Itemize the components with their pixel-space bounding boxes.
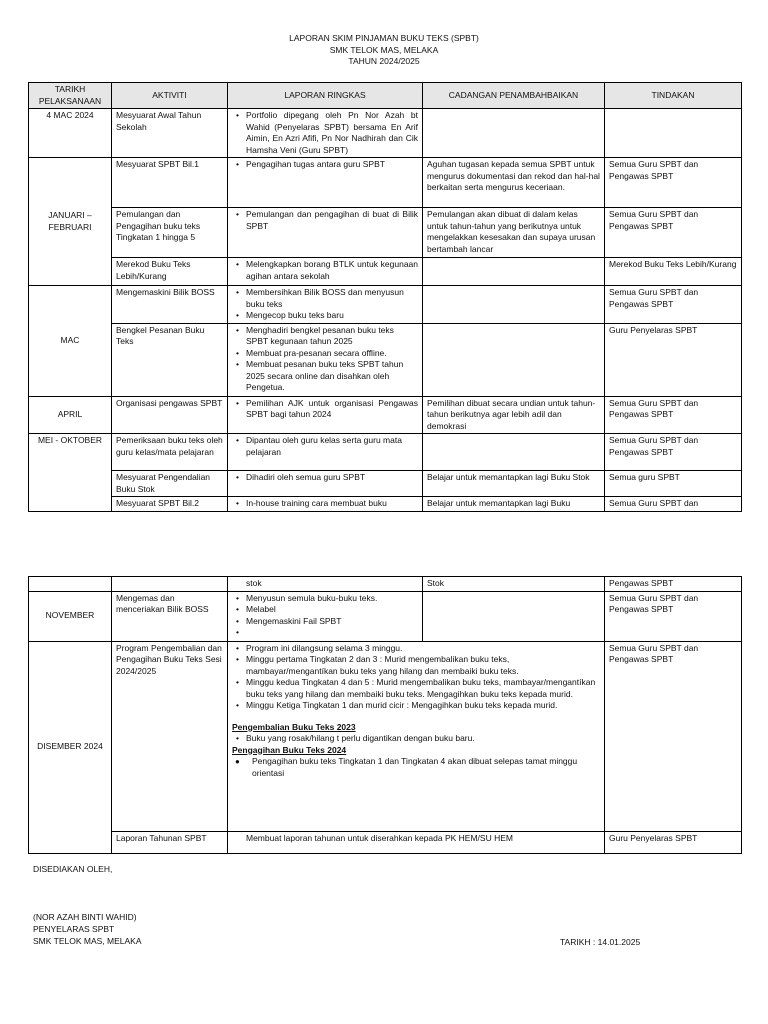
table-row [29, 208, 742, 258]
list-item: • Buku yang rosak/hilang t perlu digantikan dengan buku baru. [246, 733, 600, 745]
cell-cadangan: Aguhan tugasan kepada semua SPBT untuk mengurus dokumentasi dan rekod dan hal-hal berkaitan serta mengurus keceriaan. [423, 158, 605, 208]
cell-tindakan: Semua Guru SPBT dan [605, 497, 742, 512]
document-title [0, 33, 768, 68]
prepared-by-label: DISEDIAKAN OLEH, [33, 864, 113, 874]
list-item [246, 627, 418, 638]
cell-laporan [228, 831, 605, 853]
title-line-3: TAHUN 2024/2025 [348, 56, 420, 66]
list-item: • Dipantau oleh guru kelas serta guru mata pelajaran [246, 435, 418, 458]
cell-tarikh: MEI - OKTOBER [29, 434, 112, 512]
cell-tindakan: Semua Guru SPBT dan Pengawas SPBT [605, 641, 742, 831]
cell-tarikh: 4 MAC 2024 [29, 109, 112, 158]
list-item: • Membersihkan Bilik BOSS dan menyusun buku teks [246, 287, 418, 310]
header-aktiviti: AKTIVITI [112, 83, 228, 109]
cell-laporan [228, 641, 605, 831]
table-header-row [29, 83, 742, 109]
subheading-pengembalian: Pengembalian Buku Teks 2023 [232, 721, 356, 732]
list-item: • Menyusun semula buku-buku teks. [246, 593, 418, 605]
list-item: • Dihadiri oleh semua guru SPBT [246, 472, 418, 484]
cell-tindakan: Guru Penyelaras SPBT [605, 323, 742, 396]
title-line-2: SMK TELOK MAS, MELAKA [329, 44, 439, 55]
table-row [29, 831, 742, 853]
report-table-page-2 [28, 576, 742, 854]
table-row [29, 286, 742, 324]
header-tindakan: TINDAKAN [605, 83, 742, 109]
cell-text: Membuat laporan tahunan untuk diserahkan kepada PK HEM/SU HEM [246, 832, 513, 843]
cell-aktiviti: Laporan Tahunan SPBT [112, 831, 228, 853]
cell-laporan [228, 286, 423, 324]
title-line-1: LAPORAN SKIM PINJAMAN BUKU TEKS (SPBT) [289, 33, 479, 43]
list-item: • Pemilihan AJK untuk organisasi Pengawas SPBT bagi tahun 2024 [246, 398, 418, 421]
cell-laporan [228, 497, 423, 512]
cell-aktiviti: Mesyuarat SPBT Bil.1 [112, 158, 228, 208]
cell-laporan [228, 434, 423, 471]
cell-aktiviti: Mesyuarat Pengendalian Buku Stok [112, 471, 228, 497]
list-item: • Membuat pra-pesanan secara offline. [246, 348, 418, 360]
cell-tindakan: Guru Penyelaras SPBT [605, 831, 742, 853]
list-item: • Melabel [246, 604, 418, 616]
list-item: • Minggu pertama Tingkatan 2 dan 3 : Murid mengembalikan buku teks, mambayar/mengantíkan buku teks yang hilang dan membaiki buku teks. [246, 654, 600, 677]
cell-cadangan [423, 258, 605, 286]
list-item: • Menghadiri bengkel pesanan buku teks SPBT kegunaan tahun 2025 [246, 325, 418, 348]
cell-aktiviti: Organisasi pengawas SPBT [112, 396, 228, 434]
table-row [29, 434, 742, 471]
table-row [29, 323, 742, 396]
cell-aktiviti: Pemulangan dan Pengagihan buku teks Tingkatan 1 hingga 5 [112, 208, 228, 258]
header-tarikh: TARIKH PELAKSANAAN [29, 83, 112, 109]
cell-tindakan: Semua Guru SPBT dan Pengawas SPBT [605, 396, 742, 434]
cell-tarikh: NOVEMBER [29, 591, 112, 641]
cell-tindakan: Pengawas SPBT [605, 577, 742, 592]
cell-tindakan: Merekod Buku Teks Lebih/Kurang [605, 258, 742, 286]
list-item: • Minggu kedua Tingkatan 4 dan 5 : Murid mengembalikan buku teks, mambayar/mengantíkan buku teks yang hilang dan membaiki buku teks. Mengagihkan buku teks kepada murid. [246, 677, 600, 700]
cell-tarikh: JANUARI – FEBRUARI [29, 158, 112, 286]
cell-cadangan [423, 109, 605, 158]
cell-laporan [228, 591, 423, 641]
cell-aktiviti: Bengkel Pesanan Buku Teks [112, 323, 228, 396]
document-date: TARIKH : 14.01.2025 [560, 937, 641, 947]
cell-cadangan: Stok [423, 577, 605, 592]
cell-aktiviti: Program Pengembalian dan Pengagihan Buku Teks Sesi 2024/2025 [112, 641, 228, 831]
table-row [29, 158, 742, 208]
table-row [29, 641, 742, 831]
table-row [29, 471, 742, 497]
list-item: • Melengkapkan borang BTLK untuk kegunaan agihan antara sekolah [246, 259, 418, 282]
cell-tindakan: Semua Guru SPBT dan Pengawas SPBT [605, 434, 742, 471]
cell-aktiviti: Mengemas dan menceriakan Bilik BOSS [112, 591, 228, 641]
table-row [29, 497, 742, 512]
signatory-block [33, 911, 142, 947]
list-item: • Membuat pesanan buku teks SPBT tahun 2025 secara online dan disahkan oleh Pengetua. [246, 359, 418, 394]
subheading-pengagihan: Pengagihan Buku Teks 2024 [232, 744, 347, 755]
table-row [29, 396, 742, 434]
cell-laporan [228, 577, 423, 592]
cell-laporan [228, 258, 423, 286]
table-row [29, 109, 742, 158]
signatory-school: SMK TELOK MAS, MELAKA [33, 936, 142, 946]
list-item: • Portfolio dipegang oleh Pn Nor Azah bt Wahid (Penyelaras SPBT) bersama En Arif Aimin, En Azri Afifi, Pn Nor Nadhirah dan Cik Hamsha Veni (Guru SPBT) [246, 110, 418, 156]
list-item: • Program ini dilangsung selama 3 minggu. [246, 643, 600, 655]
cell-tarikh: DISEMBER 2024 [29, 641, 112, 853]
cell-cadangan [423, 591, 605, 641]
cell-tarikh: APRIL [29, 396, 112, 434]
cell-tindakan: Semua Guru SPBT dan Pengawas SPBT [605, 286, 742, 324]
list-item: • Pengagihan tugas antara guru SPBT [246, 159, 418, 171]
cell-tindakan: Semua Guru SPBT dan Pengawas SPBT [605, 158, 742, 208]
cell-aktiviti: Mesyuarat Awal Tahun Sekolah [112, 109, 228, 158]
cell-aktiviti: Merekod Buku Teks Lebih/Kurang [112, 258, 228, 286]
cell-laporan [228, 323, 423, 396]
cell-tarikh: MAC [29, 286, 112, 397]
cell-cadangan [423, 434, 605, 471]
list-item: ● Pengagihan buku teks Tingkatan 1 dan Tingkatan 4 akan dibuat selepas tamat minggu orientasi [252, 756, 600, 779]
cell-tindakan: Semua Guru SPBT dan Pengawas SPBT [605, 208, 742, 258]
cell-laporan [228, 396, 423, 434]
header-cadangan: CADANGAN PENAMBAHBAIKAN [423, 83, 605, 109]
cell-laporan [228, 109, 423, 158]
report-table-page-1 [28, 82, 742, 512]
list-item: • Mengemaskini Fail SPBT [246, 616, 418, 628]
cell-cadangan: Belajar untuk memantapkan lagi Buku Stok [423, 471, 605, 497]
cell-cadangan: Belajar untuk memantapkan lagi Buku [423, 497, 605, 512]
cell-aktiviti [112, 577, 228, 592]
header-laporan: LAPORAN RINGKAS [228, 83, 423, 109]
table-row [29, 258, 742, 286]
cell-tindakan: Semua guru SPBT [605, 471, 742, 497]
cell-aktiviti: Pemeriksaan buku teks oleh guru kelas/mata pelajaran [112, 434, 228, 471]
cell-tindakan: Semua Guru SPBT dan Pengawas SPBT [605, 591, 742, 641]
cell-cadangan: Pemilihan dibuat secara undian untuk tahun-tahun berikutnya agar lebih adil dan demokrasi [423, 396, 605, 434]
cell-text: stok [246, 578, 262, 588]
table-row [29, 577, 742, 592]
cell-cadangan: Pemulangan akan dibuat di dalam kelas untuk tahun-tahun yang berikutnya untuk mengelakkan kesesakan dan supaya urusan bertambah lancar [423, 208, 605, 258]
cell-aktiviti: Mengemaskini Bilik BOSS [112, 286, 228, 324]
cell-laporan [228, 158, 423, 208]
cell-tindakan [605, 109, 742, 158]
list-item: • In-house training cara membuat buku [246, 498, 418, 510]
table-row [29, 591, 742, 641]
signatory-name: (NOR AZAH BINTI WAHID) [33, 912, 137, 922]
cell-laporan [228, 471, 423, 497]
cell-cadangan [423, 286, 605, 324]
signatory-role: PENYELARAS SPBT [33, 924, 115, 934]
list-item: • Mengecop buku teks baru [246, 310, 418, 322]
list-item: • Minggu Ketiga Tingkatan 1 dan murid cicir : Mengagihkan buku teks kepada murid. [246, 700, 600, 712]
list-item: • Pemulangan dan pengagihan di buat di Bilik SPBT [246, 209, 418, 232]
cell-laporan [228, 208, 423, 258]
cell-tarikh [29, 577, 112, 592]
cell-cadangan [423, 323, 605, 396]
cell-aktiviti: Mesyuarat SPBT Bil.2 [112, 497, 228, 512]
